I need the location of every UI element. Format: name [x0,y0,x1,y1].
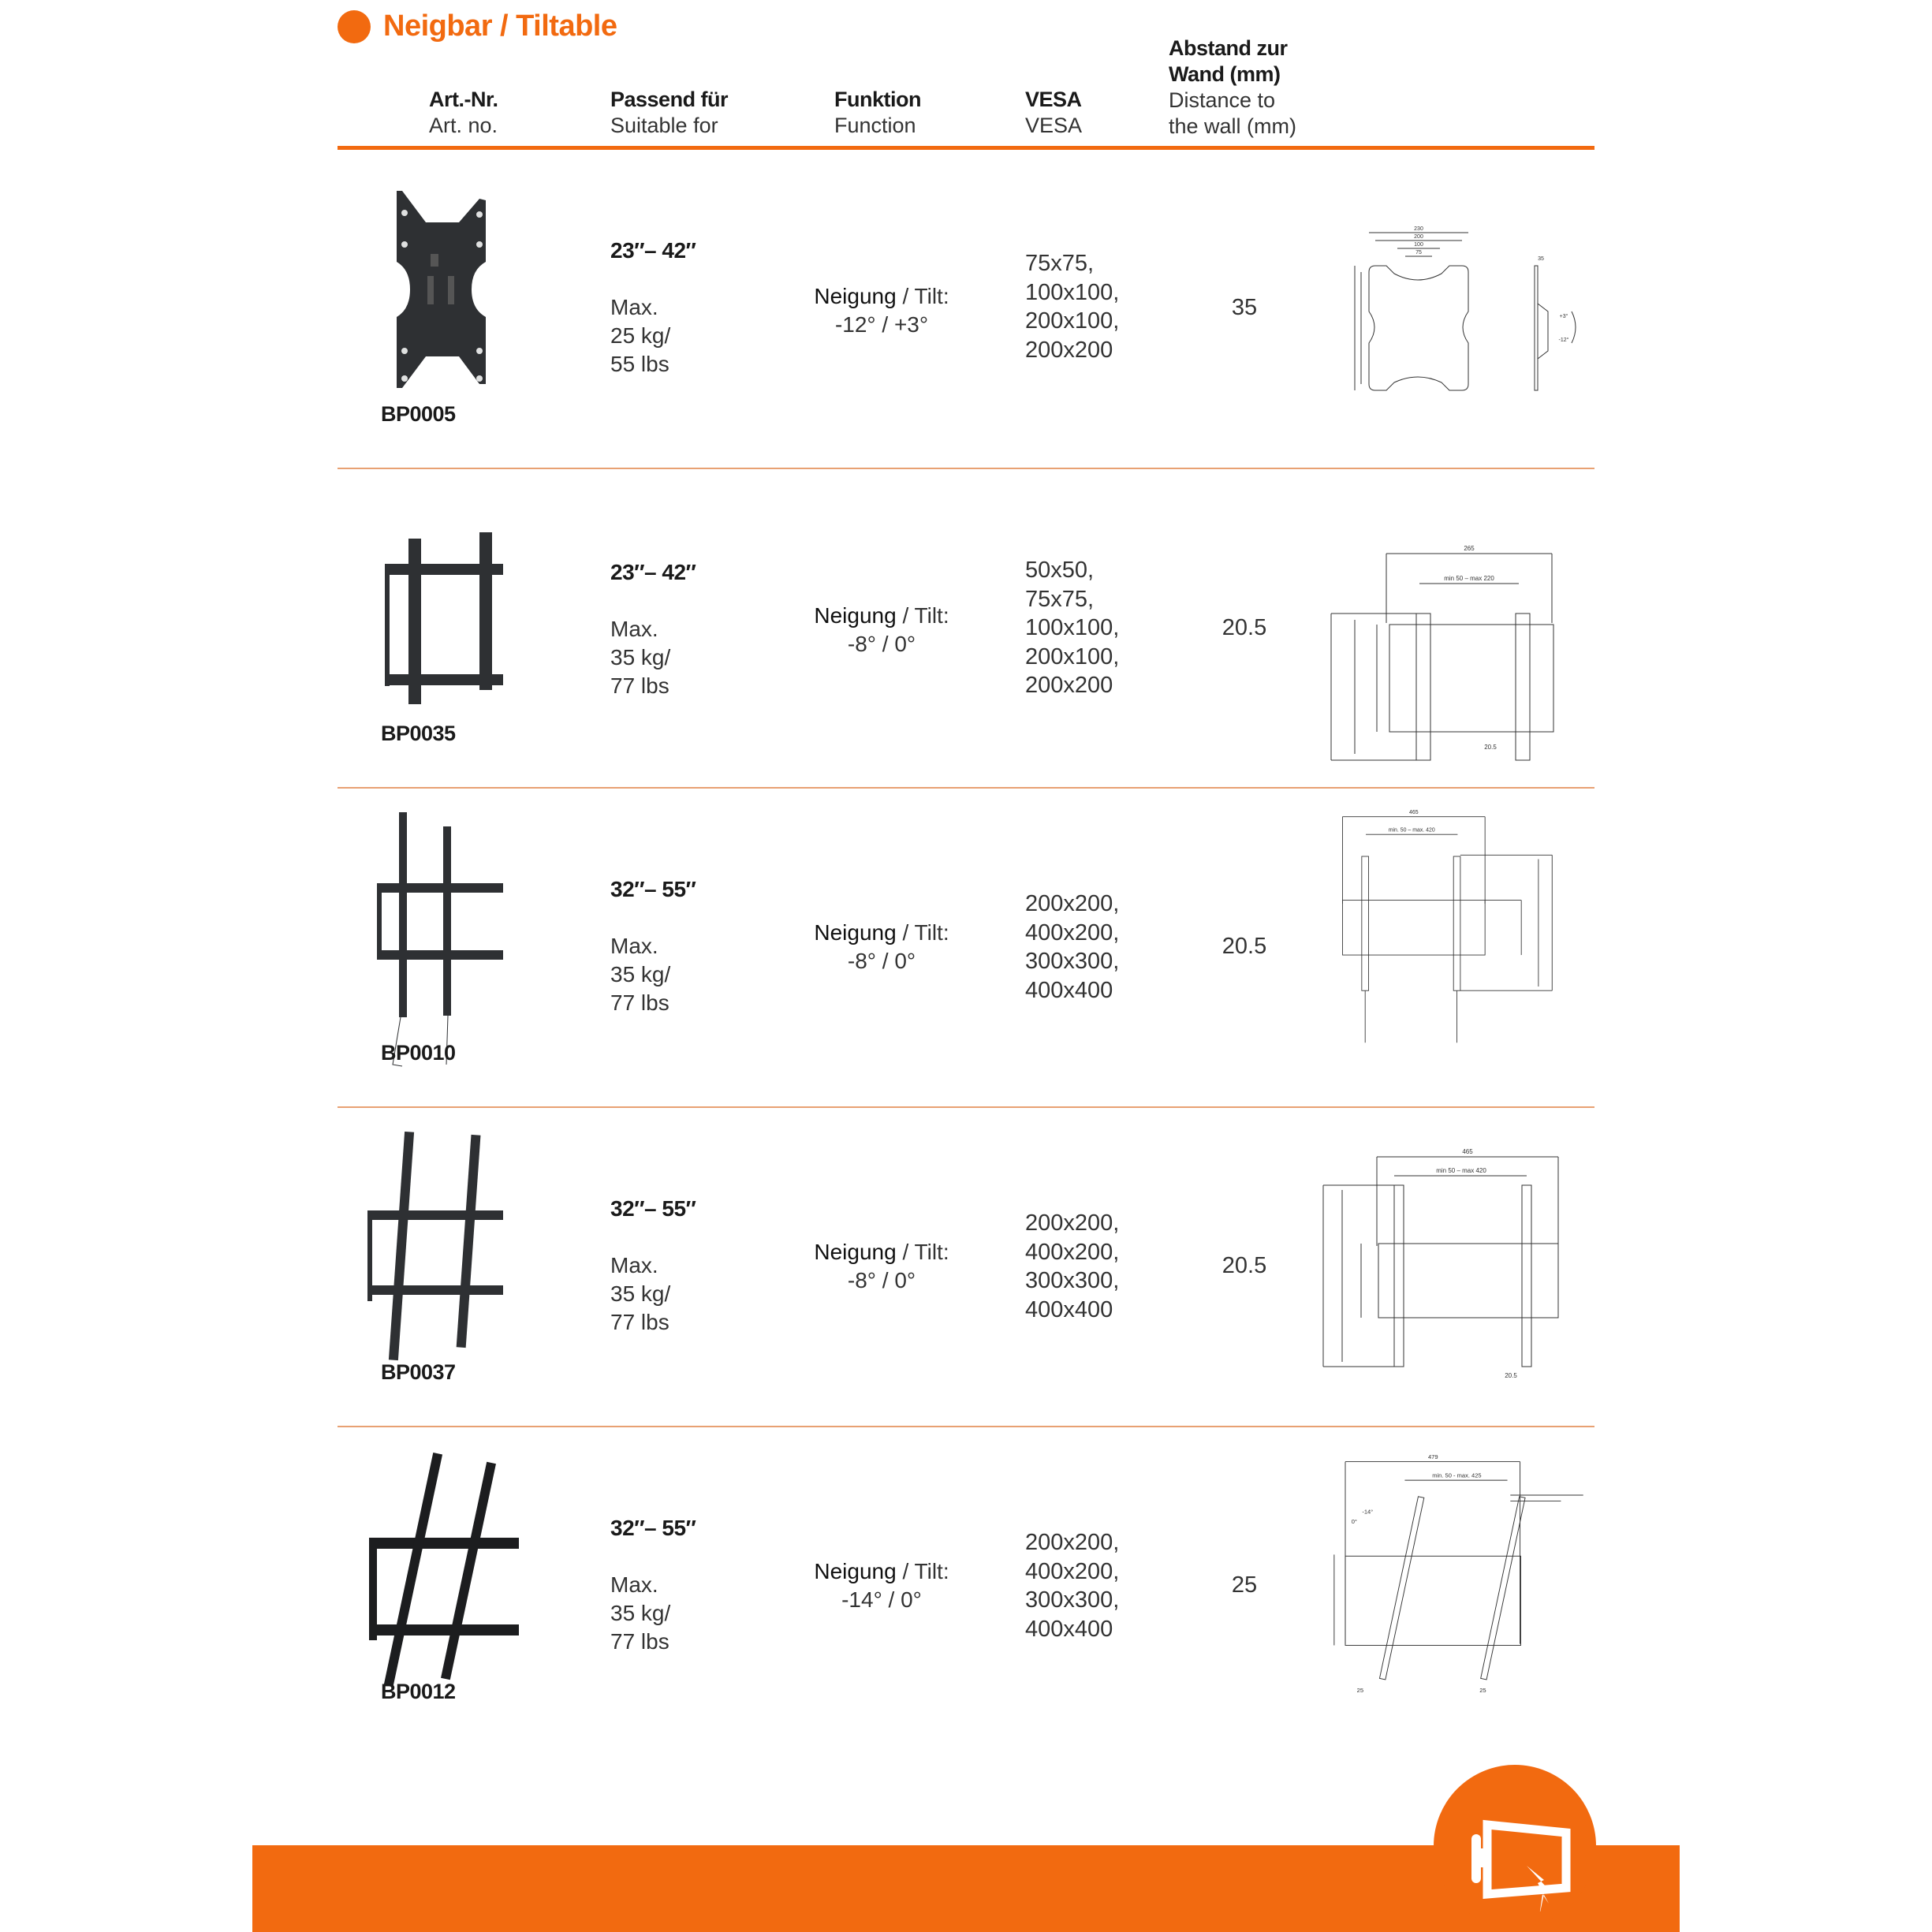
function-de: Neigung [814,920,897,945]
product-image-bp0012 [361,1451,519,1695]
header-function [834,87,921,139]
svg-text:min 50 – max 420: min 50 – max 420 [1436,1167,1486,1174]
header-vesa-de: VESA [1025,88,1082,111]
orange-dot-icon [338,10,371,43]
load-lbs: 77 lbs [610,990,669,1015]
load-kg: 35 kg/ [610,962,671,987]
svg-text:min 50 – max 220: min 50 – max 220 [1444,575,1494,582]
svg-text:-14°: -14° [1362,1508,1374,1516]
header-art-de: Art.-Nr. [429,88,498,111]
tilt-tv-badge [1434,1765,1596,1927]
vesa-item: 200x100, [1025,308,1120,334]
function-de: Neigung [814,1559,897,1583]
vesa-item: 50x50, [1025,558,1095,583]
product-image-bp0037 [361,1132,503,1368]
vesa-item: 200x200, [1025,1530,1120,1555]
vesa-item: 200x200 [1025,673,1113,698]
header-suitable-de: Passend für [610,88,729,111]
tilt-range: -8° / 0° [847,1268,916,1292]
svg-text:20.5: 20.5 [1505,1372,1517,1379]
tilt-range: -14° / 0° [841,1587,922,1612]
screen-size: 23″– 42″ [610,560,696,584]
svg-text:465: 465 [1409,810,1419,816]
technical-drawing-bp0010 [1307,804,1591,1065]
load-kg: 25 kg/ [610,323,671,348]
article-number: BP0010 [381,1041,456,1065]
screen-size: 32″– 55″ [610,877,696,901]
svg-text:25: 25 [1479,1686,1486,1694]
section-title-text: Neigbar / Tiltable [383,9,617,43]
svg-text:265: 265 [1464,545,1475,552]
header-vesa [1025,87,1082,139]
svg-text:-12°: -12° [1558,338,1569,343]
function-de: Neigung [814,284,897,308]
svg-text:479: 479 [1427,1453,1438,1460]
vesa-list [1025,556,1119,700]
vesa-list [1025,249,1119,364]
svg-text:0°: 0° [1351,1517,1357,1525]
article-number: BP0005 [381,402,456,426]
vesa-item: 400x200, [1025,1558,1120,1584]
vesa-list [1025,1528,1119,1643]
vesa-item: 400x400 [1025,1296,1113,1322]
product-image-bp0005 [361,166,503,394]
vesa-item: 300x300, [1025,1268,1120,1293]
load-label: Max. [610,295,658,319]
function-en: / Tilt: [896,1559,949,1583]
article-number: BP0012 [381,1680,456,1703]
max-load [610,293,670,379]
svg-text:20.5: 20.5 [1484,744,1497,751]
load-lbs: 77 lbs [610,1310,669,1334]
max-load [610,932,670,1017]
vesa-list [1025,1209,1119,1324]
function-en: / Tilt: [896,284,949,308]
function [763,1557,1000,1614]
product-row [338,469,1594,789]
function [763,282,1000,339]
load-kg: 35 kg/ [610,645,671,669]
load-kg: 35 kg/ [610,1601,671,1625]
svg-text:200: 200 [1414,234,1423,240]
tilt-range: -8° / 0° [847,949,916,973]
load-lbs: 77 lbs [610,673,669,698]
product-row [338,1427,1594,1747]
wall-distance: 20.5 [1221,934,1267,959]
product-row [338,1108,1594,1427]
header-function-en: Function [834,114,916,137]
vesa-item: 200x200, [1025,1210,1120,1236]
vesa-item: 200x200, [1025,891,1120,916]
function-de: Neigung [814,1240,897,1264]
header-vesa-en: VESA [1025,114,1083,137]
function-en: / Tilt: [896,603,949,628]
vesa-item: 300x300, [1025,949,1120,974]
vesa-item: 400x400 [1025,1616,1113,1642]
load-kg: 35 kg/ [610,1281,671,1306]
load-label: Max. [610,1572,658,1597]
screen-size: 32″– 55″ [610,1516,696,1540]
svg-text:+3°: +3° [1559,314,1568,319]
svg-text:min. 50 - max. 425: min. 50 - max. 425 [1432,1471,1482,1479]
technical-drawing-bp0005 [1307,197,1591,457]
article-number: BP0035 [381,722,456,745]
wall-distance: 20.5 [1221,615,1267,640]
vesa-item: 75x75, [1025,586,1095,612]
svg-text:25: 25 [1356,1686,1364,1694]
tilt-range: -8° / 0° [847,632,916,656]
svg-text:230: 230 [1414,226,1423,232]
load-lbs: 77 lbs [610,1629,669,1654]
load-lbs: 55 lbs [610,352,669,376]
load-label: Max. [610,617,658,641]
header-distance [1169,35,1296,140]
header-art-en: Art. no. [429,114,498,137]
svg-text:min. 50 – max. 420: min. 50 – max. 420 [1388,827,1435,834]
product-row [338,150,1594,469]
technical-drawing-bp0012 [1307,1443,1591,1703]
wall-distance: 25 [1231,1572,1258,1598]
technical-drawing-bp0037 [1307,1139,1591,1400]
section-title [338,9,617,43]
wall-distance: 20.5 [1221,1253,1267,1278]
vesa-item: 75x75, [1025,251,1095,276]
header-distance-de-1: Abstand zur [1169,36,1288,60]
function [763,1238,1000,1295]
max-load [610,1571,670,1656]
svg-text:100: 100 [1414,242,1423,248]
load-label: Max. [610,934,658,958]
screen-size: 23″– 42″ [610,238,696,263]
function-de: Neigung [814,603,897,628]
vesa-item: 400x400 [1025,977,1113,1003]
max-load [610,615,670,700]
wall-distance: 35 [1231,295,1258,320]
vesa-item: 300x300, [1025,1587,1120,1613]
max-load [610,1251,670,1337]
vesa-item: 100x100, [1025,279,1120,305]
header-distance-en-2: the wall (mm) [1169,114,1297,138]
vesa-item: 400x200, [1025,919,1120,945]
header-art-no [429,87,498,139]
article-number: BP0037 [381,1360,456,1384]
tilt-range: -12° / +3° [834,312,929,337]
function [763,602,1000,658]
vesa-item: 100x100, [1025,615,1120,640]
vesa-item: 400x200, [1025,1239,1120,1265]
technical-drawing-bp0035 [1307,509,1591,769]
vesa-item: 200x100, [1025,643,1120,669]
screen-size: 32″– 55″ [610,1196,696,1221]
product-row [338,789,1594,1108]
function-en: / Tilt: [896,920,949,945]
header-function-de: Funktion [834,88,921,111]
load-label: Max. [610,1253,658,1277]
function-en: / Tilt: [896,1240,949,1264]
svg-text:465: 465 [1462,1148,1473,1155]
svg-text:75: 75 [1415,250,1422,255]
vesa-list [1025,890,1119,1005]
header-suitable-en: Suitable for [610,114,718,137]
header-distance-en-1: Distance to [1169,88,1276,112]
header-suitable [610,87,728,139]
tilt-tv-icon [1456,1793,1574,1911]
svg-text:35: 35 [1538,256,1544,262]
product-image-bp0035 [361,485,503,714]
function [763,919,1000,975]
vesa-item: 200x200 [1025,337,1113,363]
product-image-bp0010 [361,812,503,1072]
header-distance-de-2: Wand (mm) [1169,62,1281,86]
